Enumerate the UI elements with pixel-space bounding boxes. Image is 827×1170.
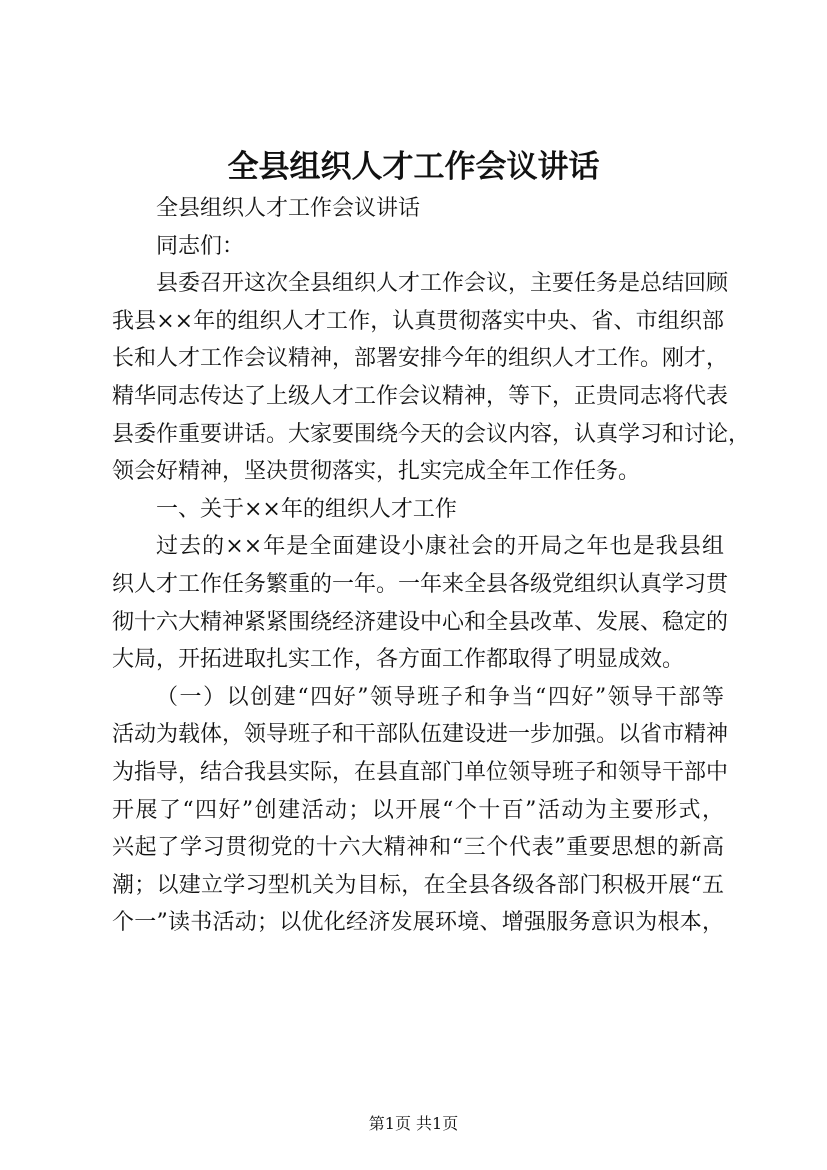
subtitle-line: 全县组织人才工作会议讲话	[156, 196, 421, 221]
paragraph-line: 潮；以建立学习型机关为目标，在全县各级各部门积极开展“五	[112, 872, 724, 898]
paragraph-line: 长和人才工作会议精神，部署安排今年的组织人才工作。刚才，	[112, 346, 729, 372]
paragraph-line: 我县××年的组织人才工作，认真贯彻落实中央、省、市组织部	[112, 308, 724, 334]
document-body	[112, 190, 751, 942]
paragraph-line: 为指导，结合我县实际，在县直部门单位领导班子和领导干部中	[112, 759, 729, 785]
paragraph-line: 开展了“四好”创建活动；以开展“个十百”活动为主要形式，	[112, 797, 724, 823]
paragraph-line: 县委召开这次全县组织人才工作会议，主要任务是总结回顾	[156, 271, 729, 297]
paragraph-line: 活动为载体，领导班子和干部队伍建设进一步加强。以省市精神	[112, 722, 729, 748]
paragraph-line: 过去的××年是全面建设小康社会的开局之年也是我县组	[156, 534, 724, 560]
paragraph-line: 彻十六大精神紧紧围绕经济建设中心和全县改革、发展、稳定的	[112, 609, 729, 635]
paragraph-line: 县委作重要讲话。大家要围绕今天的会议内容，认真学习和讨论，	[112, 421, 751, 447]
paragraph-line: 精华同志传达了上级人才工作会议精神，等下，正贵同志将代表	[112, 383, 729, 409]
paragraph-line: 领会好精神，坚决贯彻落实，扎实完成全年工作任务。	[112, 459, 641, 485]
paragraph-line: （一）以创建“四好”领导班子和争当“四好”领导干部等	[156, 684, 724, 710]
document-title: 全县组织人才工作会议讲话	[227, 149, 600, 185]
paragraph-line: 个一”读书活动；以优化经济发展环境、增强服务意识为根本，	[112, 910, 724, 936]
salutation-line: 同志们：	[156, 233, 245, 259]
paragraph-line: 兴起了学习贯彻党的十六大精神和“三个代表”重要思想的新高	[112, 835, 724, 861]
page-number-footer: 第1页 共1页	[368, 1114, 459, 1133]
paragraph-line: 大局，开拓进取扎实工作，各方面工作都取得了明显成效。	[112, 647, 685, 673]
paragraph-line: 织人才工作任务繁重的一年。一年来全县各级党组织认真学习贯	[112, 571, 729, 597]
section-heading: 一、关于××年的组织人才工作	[156, 496, 457, 522]
